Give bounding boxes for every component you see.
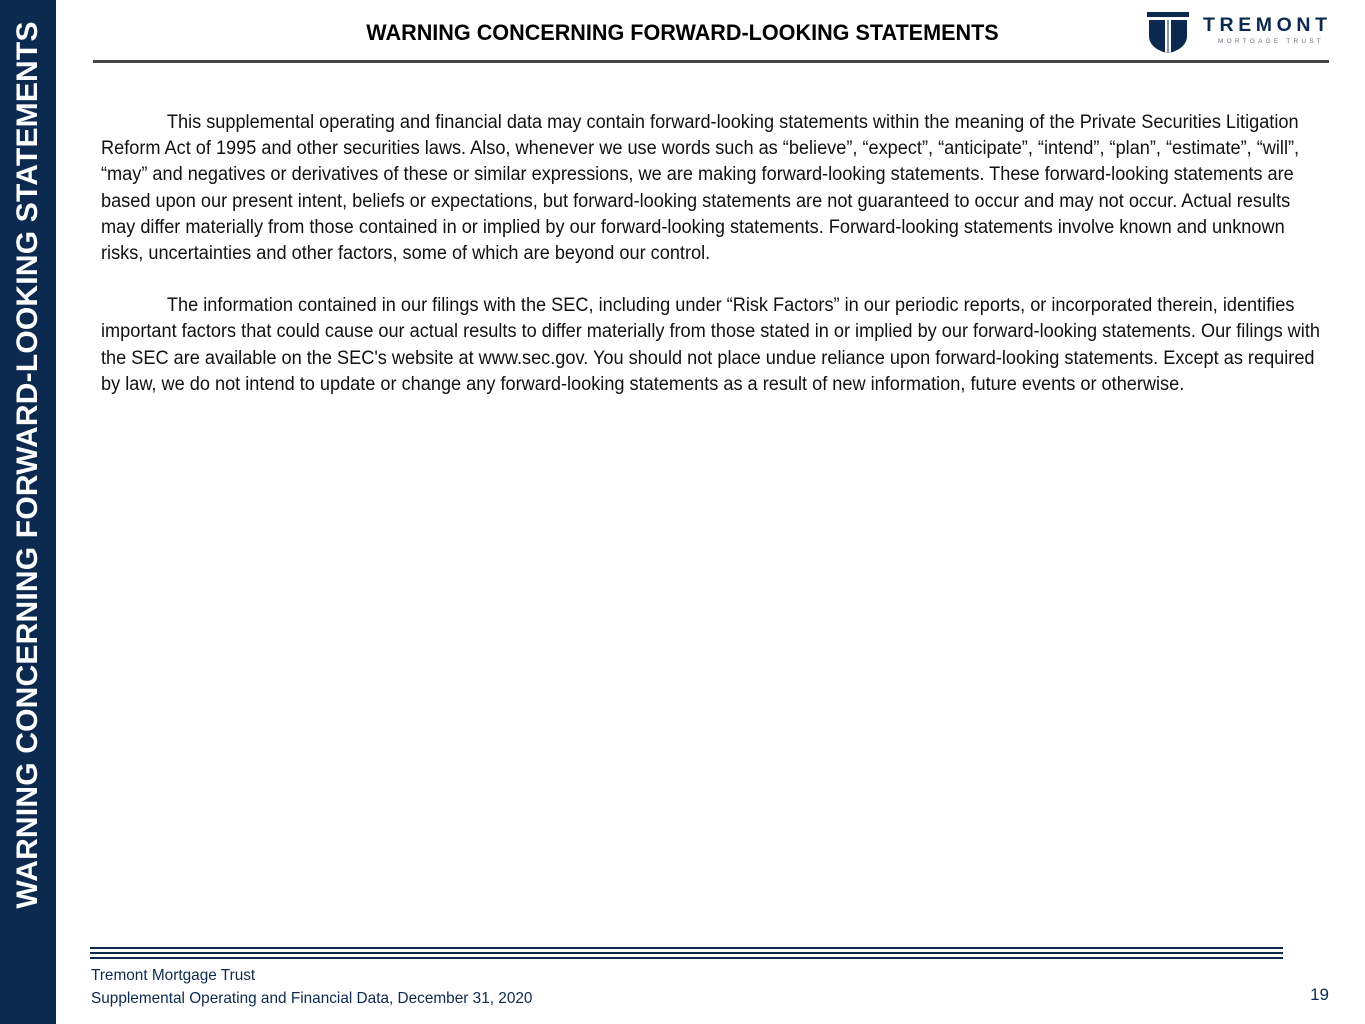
company-logo [1147, 12, 1332, 56]
side-banner-title: WARNING CONCERNING FORWARD-LOOKING STATEMENTS [11, 21, 44, 909]
paragraph-sec-filings: The information contained in our filings with the SEC, including under “Risk Factors” in our periodic reports, or incorporated therein, identifies important factors that could cause our actual results to differ materially from those stated in or implied by our forward-looking statements. Our filings with the SEC are available on the SEC's website at www.sec.gov. You should not place undue reliance upon forward-looking statements. Except as required by law, we do not intend to update or change any forward-looking statements as a result of new information, future events or otherwise. [101, 295, 1320, 395]
footer-report-title: Supplemental Operating and Financial Data, December 31, 2020 [91, 990, 533, 1007]
tremont-logo-icon [1147, 12, 1189, 54]
footer-divider [90, 952, 1283, 954]
footer-divider [90, 947, 1283, 949]
page-number: 19 [1310, 985, 1329, 1004]
footer-company: Tremont Mortgage Trust [91, 967, 256, 984]
header-divider [93, 60, 1329, 63]
logo-tagline: MORTGAGE TRUST [1218, 38, 1324, 45]
page-title: WARNING CONCERNING FORWARD-LOOKING STATEMENTS [366, 20, 999, 45]
body-text [101, 110, 1326, 424]
side-banner [0, 0, 56, 1024]
footer-divider [90, 957, 1283, 959]
logo-wordmark: TREMONT [1203, 14, 1332, 36]
paragraph-forward-looking: This supplemental operating and financial data may contain forward-looking statements within the meaning of the Private Securities Litigation Reform Act of 1995 and other securities laws. Also, whenever we use words such as “believe”, “expect”, “anticipate”, “intend”, “plan”, “estimate”, “will”, “may” and negatives or derivatives of these or similar expressions, we are making forward-looking statements. These forward-looking statements are based upon our present intent, beliefs or expectations, but forward-looking statements are not guaranteed to occur and may not occur. Actual results may differ materially from those contained in or implied by our forward-looking statements. Forward-looking statements involve known and unknown risks, uncertainties and other factors, some of which are beyond our control. [101, 112, 1300, 265]
